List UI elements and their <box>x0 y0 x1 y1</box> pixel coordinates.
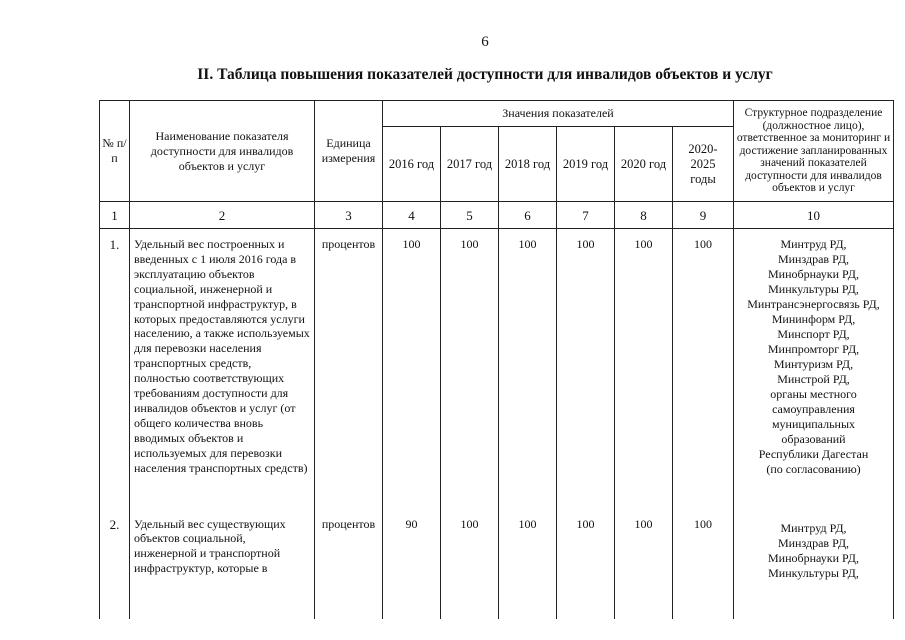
value-2017: 100 <box>441 229 499 509</box>
responsible-line: Мининформ РД, <box>771 312 856 326</box>
unit-value: процентов <box>315 229 383 509</box>
responsible-line: образований <box>781 432 846 446</box>
column-number: 5 <box>441 202 499 229</box>
document-title: II. Таблица повышения показателей доступности для инвалидов объектов и услуг <box>197 66 773 83</box>
column-number: 3 <box>315 202 383 229</box>
header-year-2017: 2017 год <box>441 127 499 202</box>
responsible-cell <box>734 229 894 509</box>
header-year-2020: 2020 год <box>615 127 673 202</box>
responsible-line: Минобрнауки РД, <box>768 550 859 565</box>
column-number: 9 <box>673 202 734 229</box>
value-2018: 100 <box>499 509 557 619</box>
responsible-line: Минкультуры РД, <box>768 282 859 296</box>
responsible-line: Минздрав РД, <box>777 252 850 266</box>
column-number: 10 <box>734 202 894 229</box>
responsible-line: Минкультуры РД, <box>768 565 859 580</box>
value-2016: 90 <box>383 509 441 619</box>
value-2019: 100 <box>557 229 615 509</box>
value-2019: 100 <box>557 509 615 619</box>
column-number: 6 <box>499 202 557 229</box>
page-number: 6 <box>481 34 489 50</box>
unit-value: процентов <box>315 509 383 619</box>
responsible-line: Минздрав РД, <box>777 535 850 550</box>
responsible-line: Минспорт РД, <box>777 327 850 341</box>
column-number: 2 <box>130 202 315 229</box>
accessibility-indicators-table <box>99 100 894 619</box>
column-number-row <box>100 202 894 229</box>
responsible-line: Минстрой РД, <box>777 372 850 386</box>
responsible-line: Минобрнауки РД, <box>768 267 859 281</box>
column-number: 1 <box>100 202 130 229</box>
value-2018: 100 <box>499 229 557 509</box>
header-name: Наименование показателя доступности для инвалидов объектов и услуг <box>130 101 315 202</box>
value-2020-2025: 100 <box>673 229 734 509</box>
column-number: 4 <box>383 202 441 229</box>
value-2016: 100 <box>383 229 441 509</box>
header-responsible: Структурное подразделение (должностное лицо), ответственное за мониторинг и достижение запланированных значений показателей доступности для инвалидов объектов и услуг <box>734 101 894 202</box>
responsible-line: Минтрансэнергосвязь РД, <box>747 297 880 311</box>
header-year-2016: 2016 год <box>383 127 441 202</box>
header-year-2018: 2018 год <box>499 127 557 202</box>
header-year-2020-2025: 2020-2025 годы <box>673 127 734 202</box>
column-number: 7 <box>557 202 615 229</box>
header-values-group: Значения показателей <box>383 101 734 127</box>
responsible-line: муниципальных <box>771 417 856 431</box>
responsible-cell <box>734 509 894 619</box>
value-2020: 100 <box>615 229 673 509</box>
responsible-line: (по согласованию) <box>766 462 861 476</box>
responsible-line: Республики Дагестан <box>758 447 869 461</box>
value-2020-2025: 100 <box>673 509 734 619</box>
table-row <box>100 509 894 619</box>
value-2017: 100 <box>441 509 499 619</box>
responsible-line: органы местного <box>770 387 857 401</box>
indicator-name: Удельный вес построенных и введенных с 1 июля 2016 года в эксплуатацию объектов социальной, инженерной и транспортной инфраструктур, в которых предоставляются услуги населению, а также используемых для перевозки населения транспортных средств, полностью соответствующих требованиям доступности для инвалидов объектов и услуг (от общего количества вновь вводимых объектов и используемых для перевозки населения транспортных средств) <box>130 229 315 509</box>
column-number: 8 <box>615 202 673 229</box>
responsible-line: Минтруд РД, <box>780 520 847 535</box>
responsible-line: самоуправления <box>772 402 855 416</box>
indicator-name: Удельный вес существующих объектов социальной, инженерной и транспортной инфраструктур, которые в <box>130 509 315 619</box>
header-unit: Единица измерения <box>315 101 383 202</box>
responsible-line: Минтруд РД, <box>780 237 847 251</box>
value-2020: 100 <box>615 509 673 619</box>
row-number: 2. <box>100 509 130 619</box>
table-row <box>100 229 894 509</box>
responsible-line: Минпромторг РД, <box>767 342 860 356</box>
row-number: 1. <box>100 229 130 509</box>
header-num: № п/п <box>100 101 130 202</box>
responsible-line: Минтуризм РД, <box>773 357 854 371</box>
header-year-2019: 2019 год <box>557 127 615 202</box>
